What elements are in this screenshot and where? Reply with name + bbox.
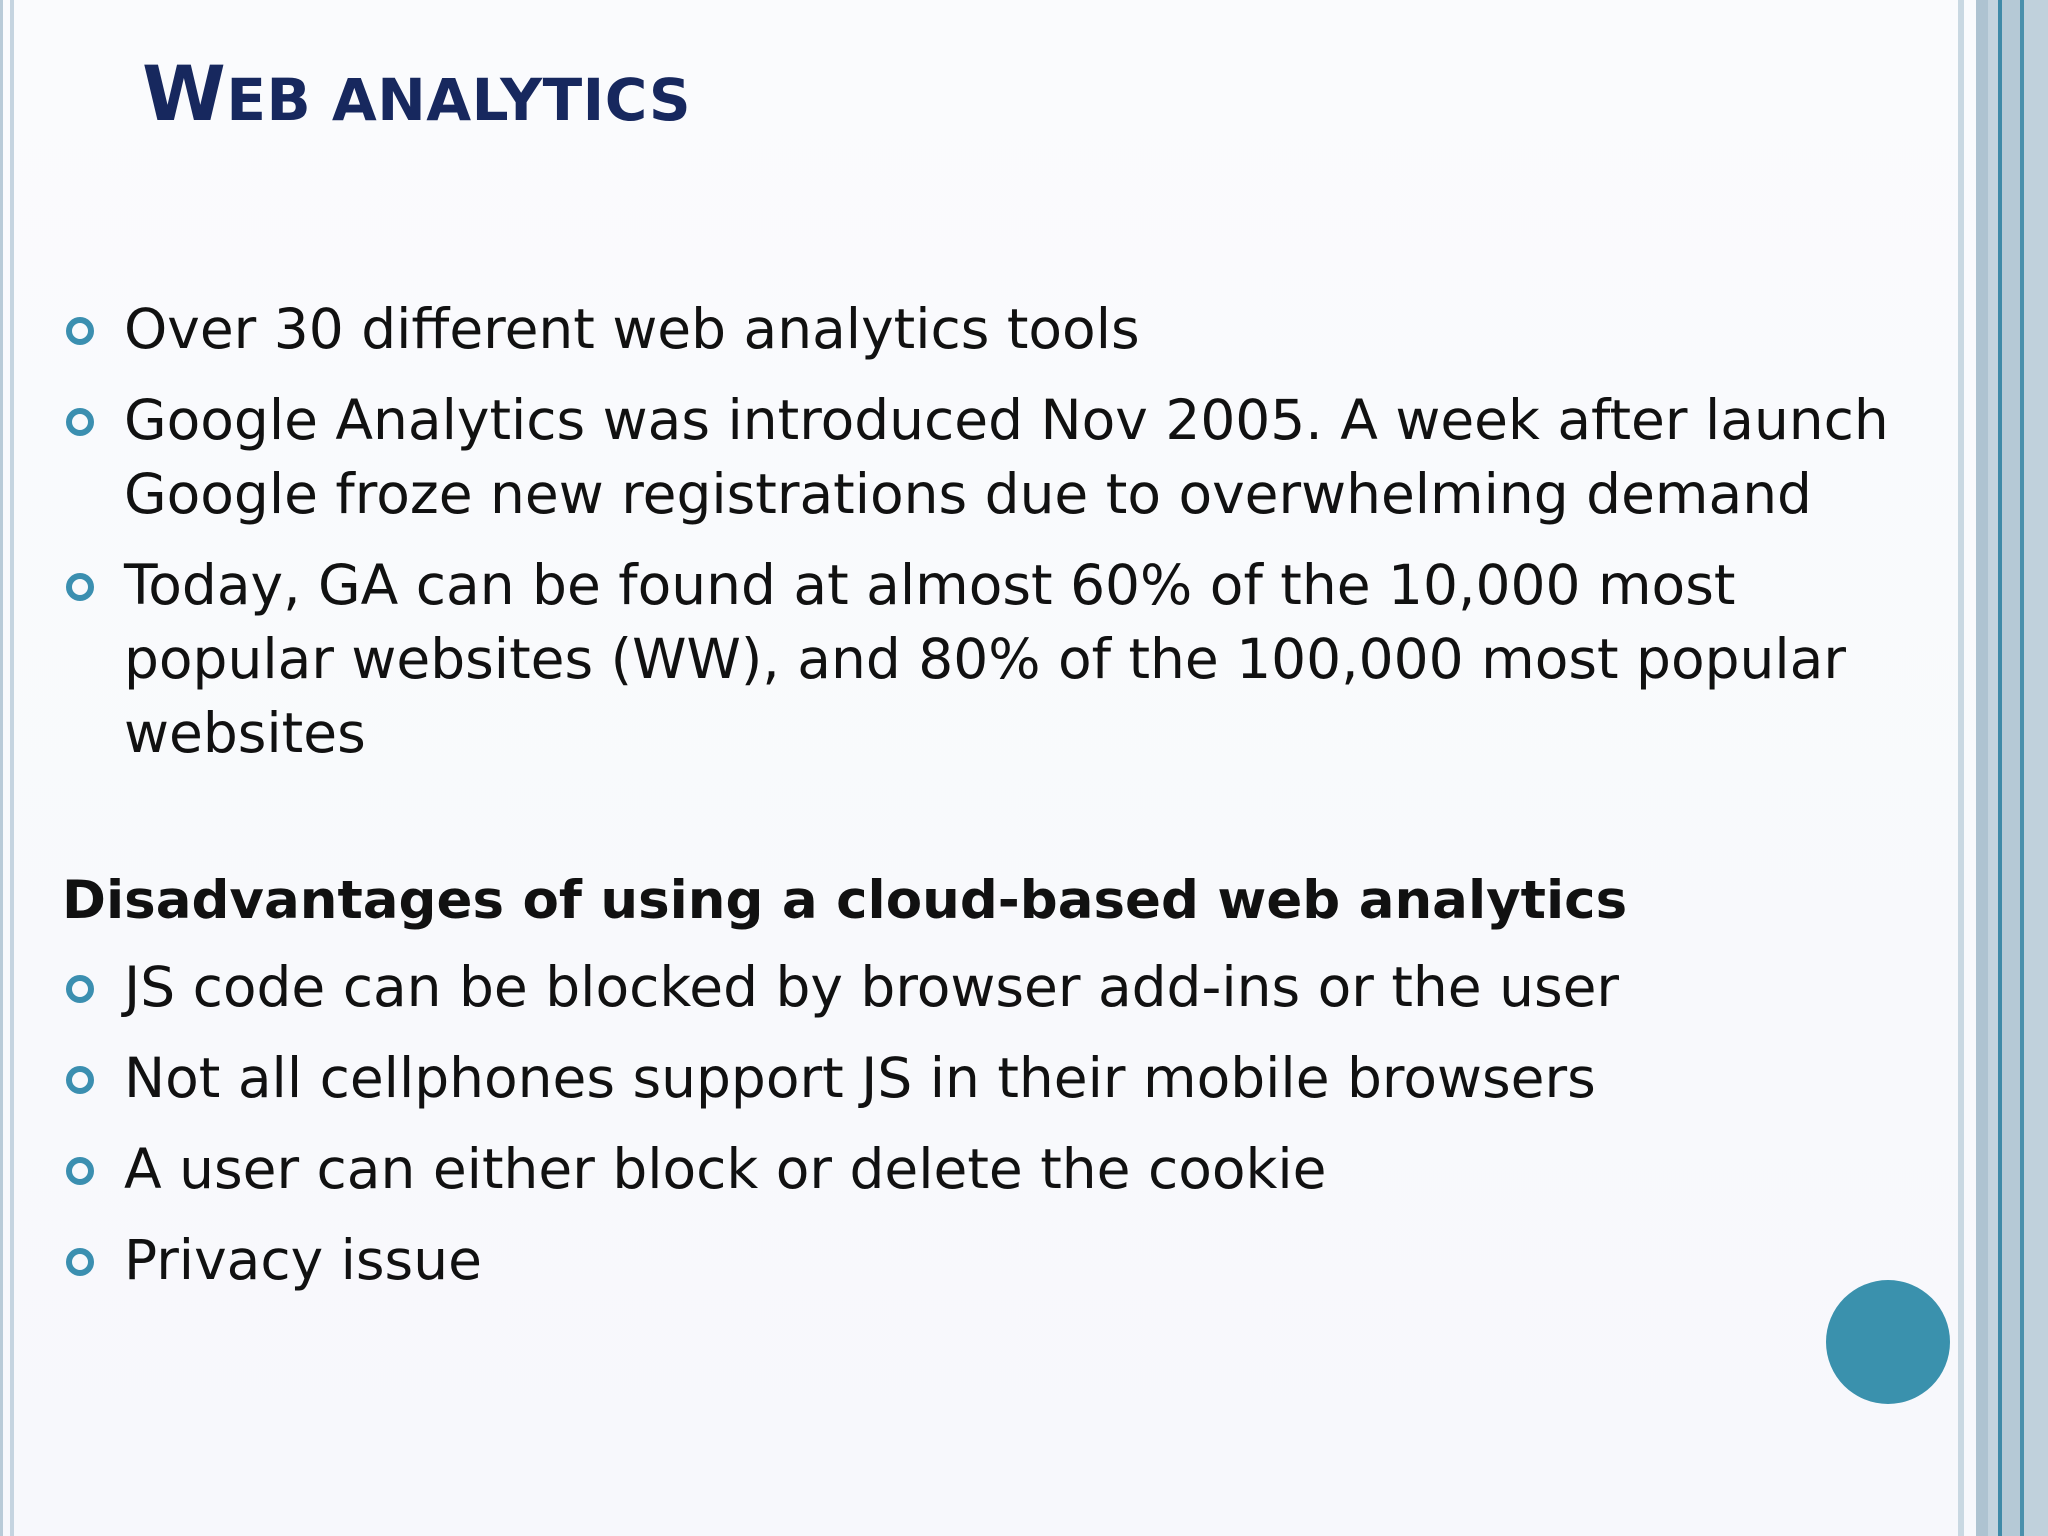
ring-bullet-icon — [66, 573, 94, 601]
ring-bullet-icon — [66, 1066, 94, 1094]
ring-bullet-icon — [66, 317, 94, 345]
list-item-text: JS code can be blocked by browser add-ins or the user — [124, 955, 1620, 1019]
list-item — [62, 383, 1892, 531]
slide-content — [62, 292, 1892, 1314]
disadvantages-list — [62, 950, 1892, 1297]
ring-bullet-icon — [66, 408, 94, 436]
title-rest: EB ANALYTICS — [226, 66, 692, 134]
list-item-text: Privacy issue — [124, 1228, 482, 1292]
list-item — [62, 292, 1892, 366]
list-item-text: Over 30 different web analytics tools — [124, 297, 1140, 361]
list-item — [62, 1041, 1892, 1115]
list-item — [62, 1223, 1892, 1297]
list-item-text: A user can either block or delete the cookie — [124, 1137, 1327, 1201]
left-border-line — [0, 0, 3, 1536]
decorative-circle — [1826, 1280, 1950, 1404]
list-item-text: Google Analytics was introduced Nov 2005. A week after launch Google froze new registrations due to overwhelming demand — [124, 388, 1889, 526]
right-border-stripes — [1958, 0, 2048, 1536]
title-first-letter: W — [142, 49, 227, 138]
disadvantages-heading: Disadvantages of using a cloud-based web analytics — [62, 870, 1628, 931]
ring-bullet-icon — [66, 1248, 94, 1276]
bullet-list — [62, 292, 1892, 770]
list-item-text: Today, GA can be found at almost 60% of the 10,000 most popular websites (WW), and 80% of the 100,000 most popular websites — [124, 553, 1846, 765]
list-item — [62, 548, 1892, 770]
ring-bullet-icon — [66, 975, 94, 1003]
list-item — [62, 950, 1892, 1024]
ring-bullet-icon — [66, 1157, 94, 1185]
list-item — [62, 1132, 1892, 1206]
list-item-text: Not all cellphones support JS in their mobile browsers — [124, 1046, 1596, 1110]
slide-title — [142, 48, 691, 139]
left-border-line-inner — [10, 0, 14, 1536]
